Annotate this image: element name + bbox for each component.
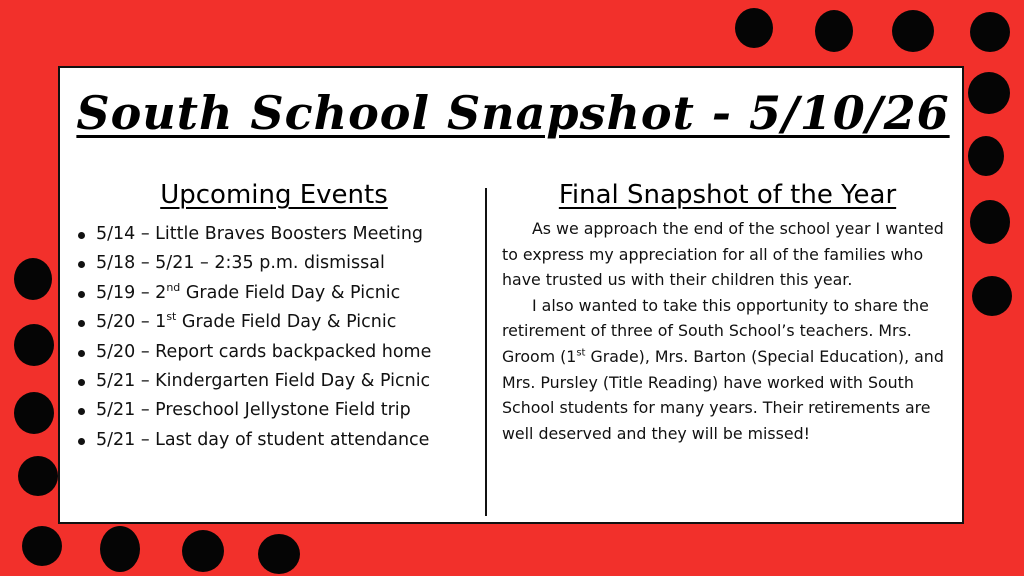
decorative-dot [968,136,1004,176]
snapshot-paragraph: As we approach the end of the school year I wanted to express my appreciation for all of the families who have trusted us with their children this year. [502,219,944,290]
bullet-icon [78,350,85,357]
decorative-dot [22,526,62,566]
bullet-icon [78,261,85,268]
final-snapshot-heading: Final Snapshot of the Year [558,180,897,210]
event-item: 5/19 – 2nd Grade Field Day & Picnic [76,279,476,308]
bullet-icon [78,291,85,298]
decorative-dot [970,200,1010,244]
newsletter-card [58,66,964,524]
decorative-dot [815,10,853,52]
event-item: 5/21 – Preschool Jellystone Field trip [76,396,476,425]
decorative-dot [970,12,1010,52]
bullet-icon [78,232,85,239]
page-title: South School Snapshot - 5/10/26 [76,86,950,140]
final-snapshot-body [502,216,950,446]
upcoming-events-heading: Upcoming Events [160,180,388,210]
decorative-dot [972,276,1012,316]
decorative-dot [14,258,52,300]
event-item: 5/14 – Little Braves Boosters Meeting [76,220,476,249]
decorative-dot [968,72,1010,114]
decorative-dot [100,526,140,572]
event-item: 5/18 – 5/21 – 2:35 p.m. dismissal [76,249,476,278]
decorative-dot [735,8,773,48]
decorative-dot [14,324,54,366]
decorative-dot [258,534,300,574]
event-item: 5/21 – Kindergarten Field Day & Picnic [76,367,476,396]
snapshot-paragraph: I also wanted to take this opportunity to share the retirement of three of South School’s teachers. Mrs. Groom (1st Grade), Mrs. Barton (Special Education), and Mrs. Pursley (Title Reading) have worked with South School students for many years. Their retirements are well deserved and they will be missed! [502,295,944,443]
decorative-dot [14,392,54,434]
bullet-icon [78,379,85,386]
event-item: 5/21 – Last day of student attendance [76,426,476,455]
column-divider [485,188,487,516]
bullet-icon [78,438,85,445]
decorative-dot [18,456,58,496]
event-item: 5/20 – Report cards backpacked home [76,338,476,367]
bullet-icon [78,408,85,415]
decorative-dot [182,530,224,572]
event-item: 5/20 – 1st Grade Field Day & Picnic [76,308,476,337]
decorative-dot [892,10,934,52]
bullet-icon [78,320,85,327]
upcoming-events-list [76,220,476,455]
